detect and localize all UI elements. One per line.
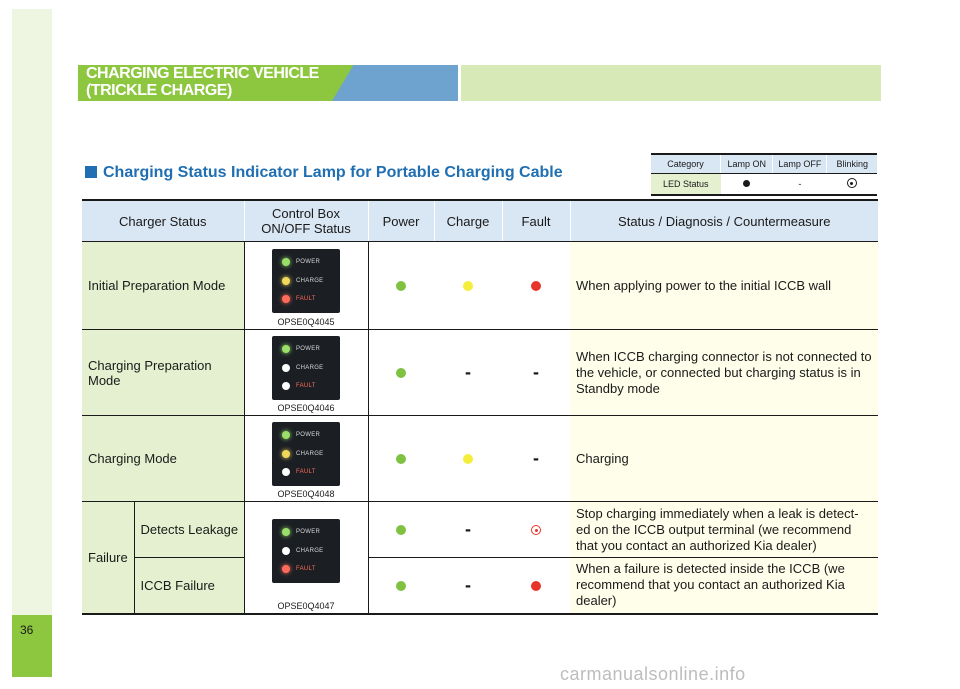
power-indicator bbox=[368, 416, 434, 502]
header-light-bar bbox=[461, 65, 881, 101]
fault-lamp-icon bbox=[282, 565, 290, 573]
lamp-on-yellow-icon bbox=[463, 281, 473, 291]
charger-status-cell: Charging Mode bbox=[82, 416, 244, 502]
legend-row-label: LED Status bbox=[651, 174, 721, 196]
col-header-charger-status: Charger Status bbox=[82, 200, 244, 242]
page-number: 36 bbox=[20, 623, 34, 637]
image-code: OPSE0Q4045 bbox=[277, 317, 335, 327]
status-description: Charging bbox=[570, 416, 878, 502]
control-box-image-cell bbox=[244, 416, 368, 502]
status-description: When applying power to the initial ICCB wall bbox=[570, 242, 878, 330]
blinking-dot-icon bbox=[847, 178, 857, 188]
header-blue-bar bbox=[332, 65, 458, 101]
filled-dot-icon bbox=[743, 180, 750, 187]
charger-status-cell: Detects Leakage bbox=[134, 502, 244, 558]
power-indicator bbox=[368, 558, 434, 614]
status-description: When ICCB charging connector is not connected to the vehicle, or connected but charging status is in Standby mode bbox=[570, 330, 878, 416]
lamp-on-red-icon bbox=[531, 281, 541, 291]
legend-blinking bbox=[827, 174, 877, 196]
power-indicator bbox=[368, 242, 434, 330]
table-row bbox=[82, 558, 878, 614]
legend-header-category: Category bbox=[651, 154, 721, 174]
legend-header-lamp-off: Lamp OFF bbox=[773, 154, 827, 174]
control-box-panel: POWER CHARGE FAULT bbox=[272, 422, 340, 486]
lamp-on-green-icon bbox=[396, 454, 406, 464]
charge-indicator bbox=[434, 242, 502, 330]
square-bullet-icon bbox=[85, 166, 97, 178]
control-box-image-cell bbox=[244, 502, 368, 614]
charge-lamp-icon bbox=[282, 364, 290, 372]
table-row bbox=[82, 242, 878, 330]
image-code: OPSE0Q4046 bbox=[277, 403, 335, 413]
legend-header-lamp-on: Lamp ON bbox=[721, 154, 773, 174]
charger-status-cell: ICCB Failure bbox=[134, 558, 244, 614]
failure-group-label: Failure bbox=[82, 502, 134, 614]
col-header-power: Power bbox=[368, 200, 434, 242]
watermark: carmanualsonline.info bbox=[560, 664, 746, 684]
control-box-panel: POWER CHARGE FAULT bbox=[272, 519, 340, 583]
charge-lamp-icon bbox=[282, 547, 290, 555]
status-description: Stop charging immediately when a leak is detect- ed on the ICCB output terminal (we recommend that you contact an authorized Kia dealer) bbox=[570, 502, 878, 558]
lamp-on-green-icon bbox=[396, 368, 406, 378]
lamp-on-yellow-icon bbox=[463, 454, 473, 464]
fault-lamp-icon bbox=[282, 468, 290, 476]
fault-indicator: - bbox=[502, 330, 570, 416]
power-lamp-icon bbox=[282, 345, 290, 353]
charge-lamp-icon bbox=[282, 277, 290, 285]
control-box-image-cell bbox=[244, 330, 368, 416]
charger-status-cell: Initial Preparation Mode bbox=[82, 242, 244, 330]
fault-lamp-icon bbox=[282, 382, 290, 390]
fault-indicator: - bbox=[502, 416, 570, 502]
col-header-status-diagnosis: Status / Diagnosis / Countermeasure bbox=[570, 200, 878, 242]
charger-status-cell: Charging Preparation Mode bbox=[82, 330, 244, 416]
side-band bbox=[12, 9, 52, 615]
legend-header-blinking: Blinking bbox=[827, 154, 877, 174]
power-indicator bbox=[368, 502, 434, 558]
col-header-control-box: Control Box ON/OFF Status bbox=[244, 200, 368, 242]
image-code: OPSE0Q4048 bbox=[277, 489, 335, 499]
table-row bbox=[82, 330, 878, 416]
charge-indicator bbox=[434, 416, 502, 502]
control-box-image-cell bbox=[244, 242, 368, 330]
indicator-status-table bbox=[82, 199, 878, 615]
power-lamp-icon bbox=[282, 431, 290, 439]
charge-indicator: - bbox=[434, 502, 502, 558]
status-description: When a failure is detected inside the ICCB (we recommend that you contact an authorized Kia dealer) bbox=[570, 558, 878, 614]
led-legend-table bbox=[651, 153, 877, 196]
lamp-on-red-icon bbox=[531, 581, 541, 591]
image-code: OPSE0Q4047 bbox=[277, 600, 335, 611]
table-row bbox=[82, 416, 878, 502]
legend-lamp-on bbox=[721, 174, 773, 196]
blinking-red-icon bbox=[531, 525, 541, 535]
chapter-title: CHARGING ELECTRIC VEHICLE (TRICKLE CHARGE) bbox=[86, 65, 319, 99]
fault-lamp-icon bbox=[282, 295, 290, 303]
section-title: Charging Status Indicator Lamp for Portable Charging Cable bbox=[85, 164, 563, 182]
control-box-panel: POWER CHARGE FAULT bbox=[272, 249, 340, 313]
fault-indicator bbox=[502, 242, 570, 330]
lamp-on-green-icon bbox=[396, 581, 406, 591]
charge-lamp-icon bbox=[282, 450, 290, 458]
power-indicator bbox=[368, 330, 434, 416]
fault-indicator bbox=[502, 502, 570, 558]
power-lamp-icon bbox=[282, 258, 290, 266]
charge-indicator: - bbox=[434, 330, 502, 416]
table-row bbox=[82, 502, 878, 558]
power-lamp-icon bbox=[282, 528, 290, 536]
legend-lamp-off: - bbox=[773, 174, 827, 196]
charge-indicator: - bbox=[434, 558, 502, 614]
col-header-charge: Charge bbox=[434, 200, 502, 242]
control-box-panel: POWER CHARGE FAULT bbox=[272, 336, 340, 400]
lamp-on-green-icon bbox=[396, 281, 406, 291]
lamp-on-green-icon bbox=[396, 525, 406, 535]
fault-indicator bbox=[502, 558, 570, 614]
col-header-fault: Fault bbox=[502, 200, 570, 242]
